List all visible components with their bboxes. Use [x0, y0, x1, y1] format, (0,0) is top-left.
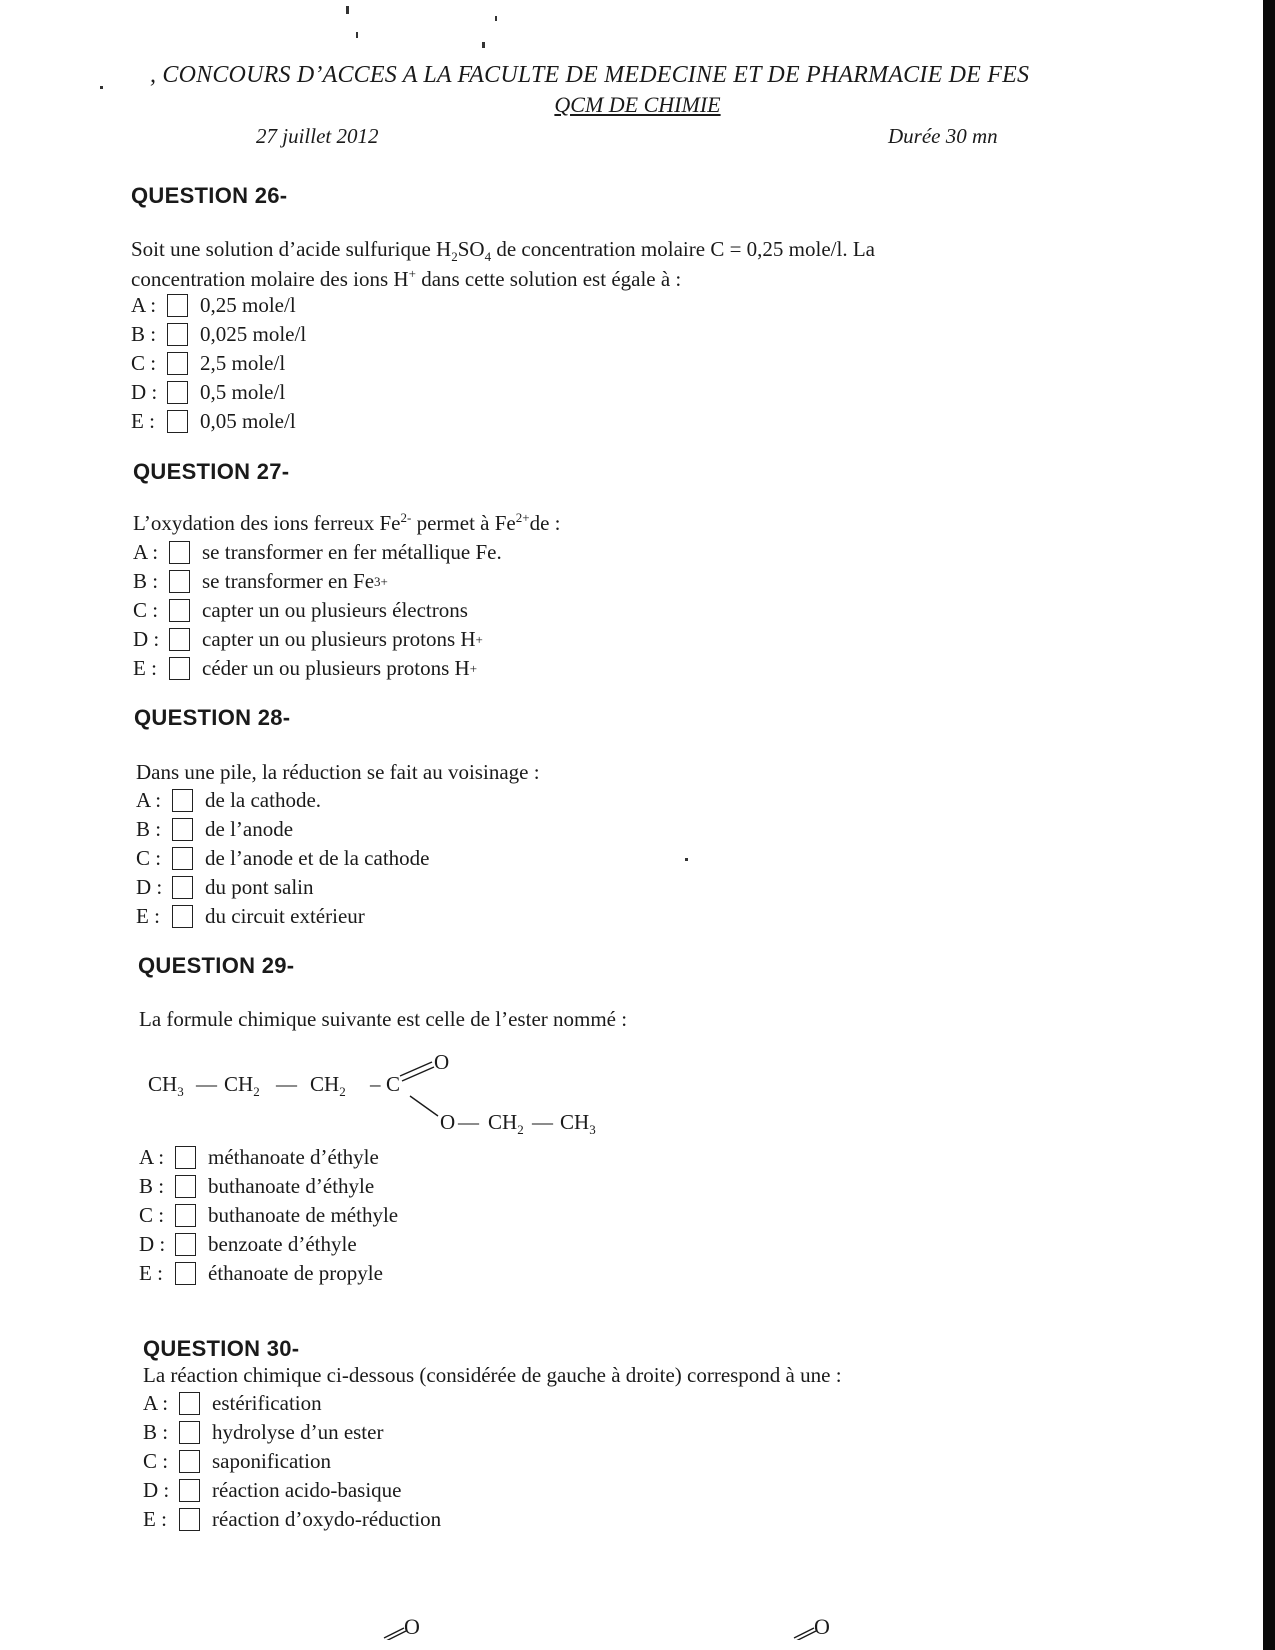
formula-carbon: C: [386, 1072, 401, 1096]
formula-minus: –: [370, 1072, 381, 1096]
answer-checkbox[interactable]: [167, 352, 188, 375]
option-d[interactable]: D : du pont salin: [136, 875, 314, 899]
exam-date: 27 juillet 2012: [256, 124, 379, 148]
formula-ch2-c: $CH_2$: [488, 1110, 524, 1138]
option-c[interactable]: C : saponification: [143, 1449, 331, 1473]
answer-checkbox[interactable]: [179, 1392, 200, 1415]
answer-checkbox[interactable]: [175, 1233, 196, 1256]
option-d[interactable]: D : capter un ou plusieurs protons H +: [133, 627, 483, 651]
scan-border: [1263, 0, 1275, 1650]
question-26-heading: QUESTION 26-: [131, 183, 288, 208]
option-b[interactable]: B : 0,025 mole/l: [131, 322, 307, 346]
question-29-options: [139, 1143, 398, 1288]
question-27-heading: QUESTION 27-: [133, 459, 290, 484]
option-d[interactable]: D : benzoate d’éthyle: [139, 1232, 357, 1256]
answer-checkbox[interactable]: [169, 628, 190, 651]
question-29-stem: La formule chimique suivante est celle de l’ester nommé :: [139, 1007, 628, 1031]
answer-checkbox[interactable]: [169, 541, 190, 564]
ester-formula: [148, 1050, 668, 1140]
answer-checkbox[interactable]: [175, 1204, 196, 1227]
answer-checkbox[interactable]: [169, 657, 190, 680]
question-30-heading: QUESTION 30-: [143, 1336, 300, 1361]
question-29-heading: QUESTION 29-: [138, 953, 295, 978]
question-27-stem: L’oxydation des ions ferreux $Fe^{2-}$ permet à $Fe^{2+}de$ :: [133, 510, 561, 535]
option-e[interactable]: E : céder un ou plusieurs protons H +: [133, 656, 478, 680]
option-e[interactable]: E : 0,05 mole/l: [131, 409, 296, 433]
answer-checkbox[interactable]: [167, 381, 188, 404]
answer-checkbox[interactable]: [172, 905, 193, 928]
scan-speck: [685, 858, 688, 861]
option-e[interactable]: E : éthanoate de propyle: [139, 1261, 383, 1285]
option-a[interactable]: A : se transformer en fer métallique Fe.: [133, 540, 502, 564]
exam-subtitle: QCM DE CHIMIE: [554, 92, 721, 117]
option-c[interactable]: C : 2,5 mole/l: [131, 351, 286, 375]
formula-o-top: O: [434, 1050, 450, 1074]
answer-checkbox[interactable]: [175, 1262, 196, 1285]
scan-speck: [495, 16, 497, 21]
option-c[interactable]: C : de l’anode et de la cathode: [136, 846, 430, 870]
formula-ch3-left: $CH_3$: [148, 1072, 184, 1100]
formula-bond: —: [458, 1110, 479, 1134]
answer-checkbox[interactable]: [175, 1146, 196, 1169]
option-e[interactable]: E : réaction d’oxydo-réduction: [143, 1507, 442, 1531]
answer-checkbox[interactable]: [172, 818, 193, 841]
answer-checkbox[interactable]: [179, 1421, 200, 1444]
scan-speck: [100, 86, 103, 89]
option-b[interactable]: B : de l’anode: [136, 817, 294, 841]
option-d[interactable]: D : 0,5 mole/l: [131, 380, 286, 404]
answer-checkbox[interactable]: [167, 410, 188, 433]
reaction-o-right: O: [814, 1614, 830, 1639]
option-a[interactable]: A : méthanoate d’éthyle: [139, 1145, 379, 1169]
option-d[interactable]: D : réaction acido-basique: [143, 1478, 402, 1502]
option-a[interactable]: A : de la cathode.: [136, 788, 322, 812]
scan-speck: [346, 6, 349, 14]
answer-checkbox[interactable]: [169, 570, 190, 593]
question-28-options: [136, 786, 429, 931]
formula-bond: —: [276, 1072, 297, 1096]
answer-checkbox[interactable]: [169, 599, 190, 622]
option-c[interactable]: C : capter un ou plusieurs électrons: [133, 598, 468, 622]
answer-checkbox[interactable]: [167, 294, 188, 317]
option-c[interactable]: C : buthanoate de méthyle: [139, 1203, 399, 1227]
formula-bond: —: [532, 1110, 553, 1134]
reaction-o-left: O: [404, 1614, 420, 1639]
answer-checkbox[interactable]: [172, 847, 193, 870]
question-26-stem: Soit une solution d’acide sulfurique $H_2SO_4$ de concentration molaire C = 0,25 mole/l. La concentration molaire des ions H+ dans cette solution est égale à :: [131, 237, 875, 291]
formula-bond: —: [196, 1072, 217, 1096]
option-b[interactable]: B : se transformer en Fe 3+: [133, 569, 388, 593]
answer-checkbox[interactable]: [167, 323, 188, 346]
question-30-options: [143, 1389, 441, 1534]
answer-checkbox[interactable]: [179, 1479, 200, 1502]
formula-ch2-b: $CH_2$: [310, 1072, 346, 1100]
exam-duration: Durée 30 mn: [888, 124, 998, 148]
answer-checkbox[interactable]: [172, 876, 193, 899]
scan-speck: [482, 42, 485, 48]
scan-speck: [356, 32, 358, 38]
option-b[interactable]: B : buthanoate d’éthyle: [139, 1174, 375, 1198]
formula-ch3-right: $CH_3$: [560, 1110, 596, 1138]
option-a[interactable]: A : estérification: [143, 1391, 322, 1415]
option-b[interactable]: B : hydrolyse d’un ester: [143, 1420, 384, 1444]
answer-checkbox[interactable]: [179, 1508, 200, 1531]
formula-ch2-a: $CH_2$: [224, 1072, 260, 1100]
question-28-heading: QUESTION 28-: [134, 705, 291, 730]
question-26-options: [131, 291, 306, 436]
exam-title: , CONCOURS D’ACCES A LA FACULTE DE MEDECINE ET DE PHARMACIE DE FES: [150, 62, 1030, 88]
question-27-options: [133, 538, 502, 683]
option-a[interactable]: A : 0,25 mole/l: [131, 293, 296, 317]
question-30-stem: La réaction chimique ci-dessous (considérée de gauche à droite) correspond à une :: [143, 1363, 842, 1387]
answer-checkbox[interactable]: [172, 789, 193, 812]
answer-checkbox[interactable]: [179, 1450, 200, 1473]
formula-o-bottom: O: [440, 1110, 456, 1134]
answer-checkbox[interactable]: [175, 1175, 196, 1198]
option-e[interactable]: E : du circuit extérieur: [136, 904, 365, 928]
question-28-stem: Dans une pile, la réduction se fait au voisinage :: [136, 760, 540, 784]
